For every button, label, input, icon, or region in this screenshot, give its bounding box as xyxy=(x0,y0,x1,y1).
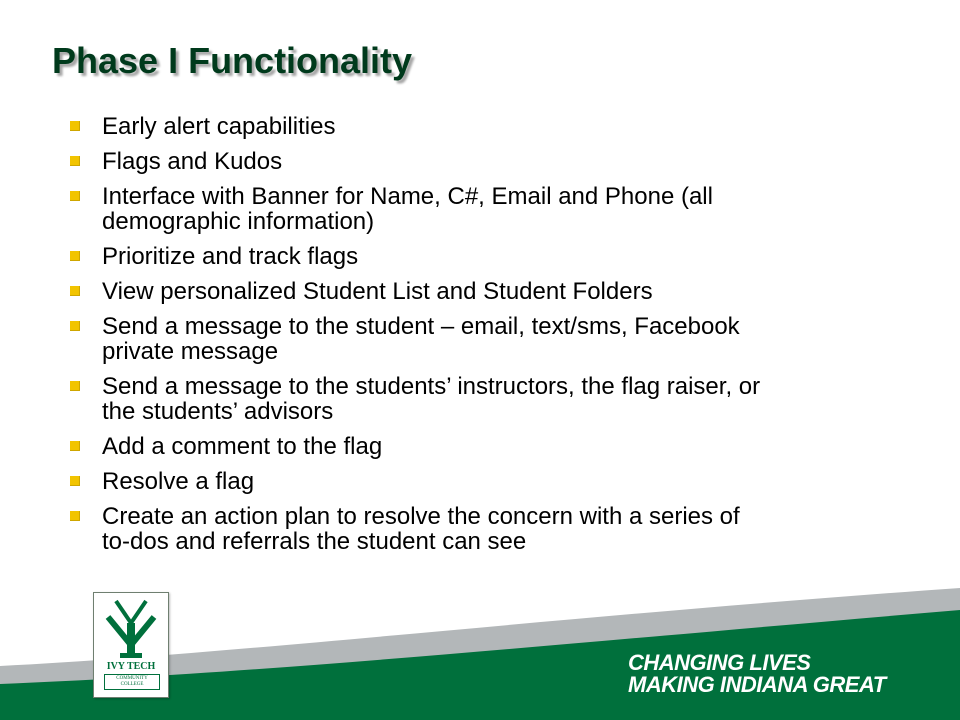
bullet-item xyxy=(58,279,918,304)
square-bullet-icon xyxy=(70,251,80,261)
square-bullet-icon xyxy=(70,476,80,486)
bullet-text: the students’ advisors xyxy=(102,398,334,425)
logo-name: IVY TECH xyxy=(106,661,156,672)
square-bullet-icon xyxy=(70,441,80,451)
bullet-text: Send a message to the students’ instructors, the flag raiser, or xyxy=(102,373,761,400)
bullet-item xyxy=(58,469,918,494)
bullet-text: Create an action plan to resolve the concern with a series of xyxy=(102,503,740,530)
bullet-list xyxy=(58,114,918,564)
bullet-item xyxy=(58,244,918,269)
bullet-item xyxy=(58,374,918,424)
bullet-item xyxy=(58,504,918,554)
tagline-line: MAKING INDIANA GREAT xyxy=(628,672,886,697)
bullet-item xyxy=(58,149,918,174)
bullet-text: Send a message to the student – email, text/sms, Facebook xyxy=(102,313,740,340)
square-bullet-icon xyxy=(70,156,80,166)
bullet-text: to-dos and referrals the student can see xyxy=(102,528,527,555)
bullet-text: Early alert capabilities xyxy=(102,113,336,140)
logo-subtitle-line: COLLEGE xyxy=(120,682,144,687)
slide-title: Phase I Functionality xyxy=(52,40,413,81)
bullet-item xyxy=(58,434,918,459)
bullet-text: Resolve a flag xyxy=(102,468,255,495)
tagline-line: CHANGING LIVES xyxy=(628,650,811,675)
square-bullet-icon xyxy=(70,191,80,201)
bullet-item xyxy=(58,184,918,234)
bullet-item xyxy=(58,114,918,139)
ivy-leaf-icon xyxy=(94,593,168,661)
bullet-text: Add a comment to the flag xyxy=(102,433,383,460)
square-bullet-icon xyxy=(70,511,80,521)
bullet-text: Flags and Kudos xyxy=(102,148,283,175)
square-bullet-icon xyxy=(70,381,80,391)
square-bullet-icon xyxy=(70,321,80,331)
bullet-text: Interface with Banner for Name, C#, Email and Phone (all xyxy=(102,183,713,210)
logo-subtitle xyxy=(104,674,160,690)
bullet-text: View personalized Student List and Student Folders xyxy=(102,278,653,305)
bullet-text: private message xyxy=(102,338,279,365)
square-bullet-icon xyxy=(70,286,80,296)
bullet-item xyxy=(58,314,918,364)
bullet-text: demographic information) xyxy=(102,208,375,235)
tagline xyxy=(628,652,886,696)
ivy-tech-logo xyxy=(93,592,169,698)
square-bullet-icon xyxy=(70,121,80,131)
logo-subtitle-line: COMMUNITY xyxy=(116,676,148,681)
bullet-text: Prioritize and track flags xyxy=(102,243,359,270)
